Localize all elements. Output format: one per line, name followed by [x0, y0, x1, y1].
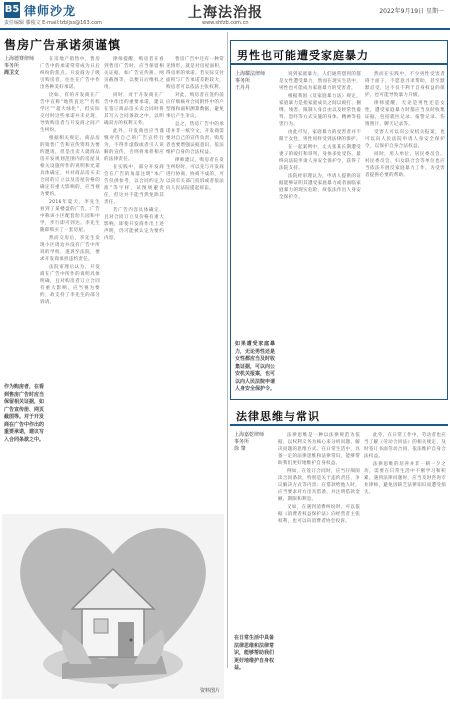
- article-column-2: [364, 432, 446, 662]
- website-url: www.shfzb.com.cn: [202, 20, 249, 26]
- byline-author: 周卫文: [4, 70, 20, 76]
- byline-source: 上海耀法律师事务所: [235, 71, 266, 84]
- article-column-2: [365, 71, 445, 397]
- pull-quote: 作为购房者，在看到售房广告时应当保留相关证据，如广告宣传册、网页截图等。对于开发商在广告中作出的重要承诺，建议写入合同条款之中。: [4, 384, 45, 443]
- masthead: [0, 0, 450, 30]
- paragraph: 若广告内容具体确定，且对合同订立及价格有重大影响，即使开发商作出上述声明，仍可能被认定为要约内容。: [104, 208, 164, 241]
- byline-source: 上海嘉乾律师事务所: [234, 432, 265, 445]
- section-title: 律师沙龙: [24, 4, 77, 18]
- paragraph: 然而交房后，李先生发现小区周边并没有广告中所说的学校，遂诉至法院，要求开发商承担违约责任。: [40, 236, 100, 262]
- paragraph: 律师建议，购房者在发生纠纷时，可以先与开发商进行协商，协商不成的，可以向有关部门投诉或者依法向人民法院提起诉讼。: [166, 158, 224, 191]
- paragraph: 例如，在签订合同时，应当仔细阅读合同条款，特别是关于违约责任、争议解决方式等内容；在借款给他人时，应当要求对方出具借条，并注明借款金额、期限和利息。: [278, 469, 360, 502]
- paragraph: 总之，售房广告中的承诺并非一纸空文，开发商需要对自己的宣传负责，购房者也要增强证据意识，依法维护自身的合法权益。: [166, 122, 224, 155]
- paragraph: 同时，用人单位、居民委员会、村民委员会、妇女联合会等单位也应当依法开展反家庭暴力工作，为受害者提供必要的帮助。: [365, 152, 445, 178]
- illustration-graphic: [2, 514, 224, 699]
- paragraph: 在实践中，部分开发商会在广告的角落注明“本广告仅供参考，以合同约定为准”等字样，试图规避责任，但这并不能当然免除其责任。: [104, 165, 164, 205]
- paragraph: 同时，对于开发商在广告中作出的重要承诺，建议在签订商品房买卖合同时将其写入合同条款之中，以明确双方的权利义务。: [104, 93, 164, 126]
- paragraph: 法院审理后认为，开发商在广告中所作的说明具体明确，且对购房者订立合同有重大影响，应当视为要约，故支持了李先生的部分诉请。: [40, 265, 100, 305]
- byline-author: 王丹丹: [235, 85, 251, 91]
- pull-quote: 如果遭受家庭暴力，无论男性还是女性都应当及时收集证据，可以向公安机关报案，也可以向人民法院申请人身安全保护令。: [235, 341, 276, 392]
- byline: [234, 432, 268, 453]
- paragraph: 法律思维是一种以法律规范为依据，以权利义务为核心来分析问题、解决问题的思维方式。在日常生活中，具备一定的法律思维和法律常识，能够帮助我们更好地维护自身权益。: [278, 433, 360, 466]
- paragraph: 此外，在日常工作中，劳动者也应当了解《劳动合同法》的相关规定，及时签订书面劳动合同，依法维护自身合法权益。: [364, 433, 446, 459]
- title-rule: [231, 63, 447, 65]
- paragraph: 又如，在遇到消费纠纷时，可以依据《消费者权益保护法》向经营者主张权利，也可以向消费者协会投诉。: [278, 505, 360, 524]
- pull-quote: 在日常生活中具备法律思维和法律常识，能够帮助我们更好地维护自身权益。: [234, 635, 275, 671]
- paragraph: 由此可见，家庭暴力的受害者并不限于女性，男性同样受到法律的保护。: [279, 130, 361, 142]
- paragraph: 法律思维的培养并非一朝一夕之功，需要在日常生活中不断学习和积累。遇到法律问题时，应当及时咨询专业律师，避免因缺乏法律知识而遭受损失。: [364, 462, 446, 495]
- page-number: B5: [4, 2, 20, 18]
- issue-date: 2022年9月19日 星期一: [379, 8, 444, 15]
- paragraph: 律师提醒，购房者在看到售房广告时，应当保留相关证据，如广告宣传册、网页截图等，以便日后维权之用。: [104, 57, 164, 90]
- editor-info: 责任编辑 滕俊文 E-mail:fzbljss@163.com: [4, 20, 102, 26]
- paragraph: 比如，有的开发商在广告中宣称“地铁直达”“名校学区”“超大绿化”，但实际交付时这些承诺并未兑现，导致购房者与开发商之间产生纠纷。: [40, 93, 100, 133]
- title-rule: [230, 424, 448, 426]
- byline-author: 徐 肇: [234, 446, 246, 452]
- article-domestic-violence: [230, 40, 448, 400]
- paragraph: 根据我国《反家庭暴力法》规定，家庭暴力是指家庭成员之间以殴打、捆绑、残害、限制人身自由以及经常性谩骂、恐吓等方式实施的身体、精神等侵害行为。: [279, 94, 361, 127]
- article-housing-ad: [0, 32, 228, 694]
- house-heart-illustration: [2, 514, 224, 699]
- paragraph: 受害人可以向公安机关报案，也可以向人民法院申请人身安全保护令，以保护自身合法权益。: [365, 130, 445, 149]
- paragraph: 对此，购房者在签约前应仔细核对合同附件中的户型图和面积测算数据，避免事后产生争议。: [166, 93, 224, 119]
- byline: [4, 56, 34, 77]
- paragraph: 售房广告中还有一种常见情形，就是对房屋面积、得房率的承诺。若实际交付面积与广告承诺差距较大，购房者可以依法主张权利。: [166, 57, 224, 90]
- paragraph: 在房地产销售中，售房广告中的承诺常常成为日后纠纷的焦点。开发商为了吸引购房者，往往在广告中作出各种美好承诺。: [40, 57, 100, 90]
- paragraph: 然而在实践中，不少男性受害者碍于面子，不愿意寻求帮助，甚至默默忍受，这不仅不利于自身权益的保护，也可能导致暴力升级。: [365, 72, 445, 98]
- article-column-1: [279, 71, 361, 397]
- byline: [235, 71, 269, 92]
- paragraph: 此外，开发商也应当谨慎对待自己的广告宣传行为，不得作虚假或者引人误解的宣传，否则将承担相应的法律责任。: [104, 129, 164, 162]
- paragraph: 2016年夏天，李先生看到了某楼盘的广告，广告中称该小区配套幼儿园和中学，步行即可到达。李先生随即购买了一套房屋。: [40, 200, 100, 233]
- byline-source: 上海德赛律师事务所: [4, 56, 35, 69]
- image-credit: 资料图片: [199, 688, 220, 694]
- article-column-1: [40, 56, 100, 386]
- newspaper-name: 上海法治报: [188, 5, 263, 21]
- paragraph: 在一起案例中，丈夫张某长期遭受妻子的殴打和辱骂，身体多处受伤，最终向法院申请人身安全保护令，获得了法院支持。: [279, 145, 361, 171]
- right-column: [230, 32, 450, 671]
- paragraph: 说到家庭暴力，人们通常想到的都是女性遭受暴力，然而在现实生活中，男性也可能成为家庭暴力的受害者。: [279, 72, 361, 91]
- article-title: 售房广告承诺须谨慎: [4, 38, 122, 52]
- article-title: 男性也可能遭受家庭暴力: [237, 49, 369, 62]
- article-column-2: [104, 56, 164, 506]
- article-column-1: [278, 432, 360, 662]
- paragraph: 根据相关规定，商品房的销售广告和宣传资料为要约邀请，但是出卖人就商品房开发规划范围内的房屋及相关设施所作的说明和允诺具体确定，并对商品房买卖合同的订立以及房屋价格的确定有重大影响的，应当视为要约。: [40, 136, 100, 197]
- article-title-legal-thinking: 法律思维与常识: [236, 410, 320, 423]
- paragraph: 律师提醒，无论是男性还是女性，遭受家庭暴力时都应当及时收集证据，包括就医记录、报警记录、伤情照片、聊天记录等。: [365, 101, 445, 127]
- paragraph: 法院经审理认为，申请人提供的证据能够证明其遭受家庭暴力或者面临家庭暴力的现实危险，故依法作出人身安全保护令。: [279, 174, 361, 200]
- article-column-3: [166, 56, 224, 506]
